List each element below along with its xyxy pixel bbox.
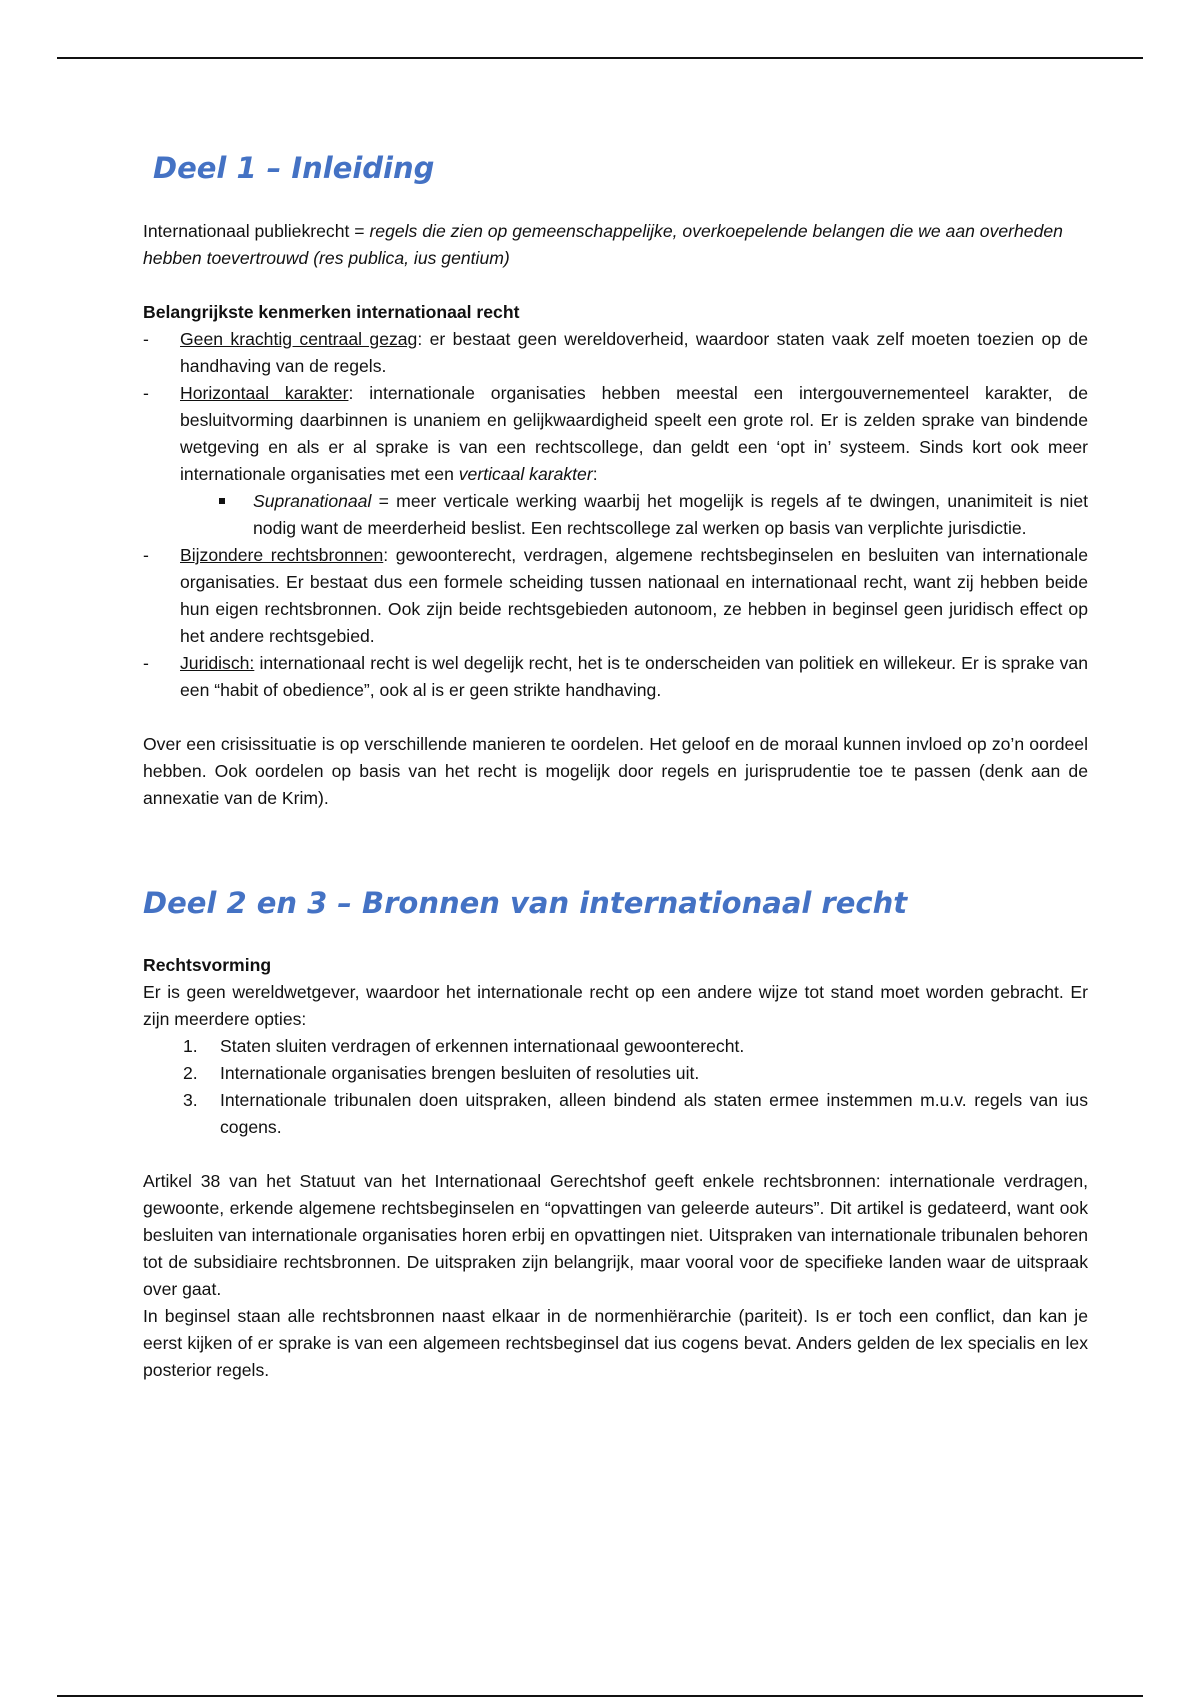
kenmerken-list — [143, 326, 1088, 704]
sub-item-term: Supranationaal — [253, 491, 372, 511]
item-term: Geen krachtig centraal gezag — [180, 329, 418, 349]
options-list — [143, 1033, 1088, 1141]
item-number: 2. — [183, 1063, 198, 1083]
item-separator: : — [348, 383, 354, 403]
beginsel-paragraph: In beginsel staan alle rechtsbronnen naast elkaar in de normenhiërarchie (pariteit). Is er toch een conflict, dan kan je eerst kijken of er sprake is van een algemeen rechtsbeginsel dat ius cogens bevat. Anders gelden de lex specialis en lex posterior regels. — [143, 1306, 1088, 1380]
artikel-38-paragraph: Artikel 38 van het Statuut van het Internationaal Gerechtshof geeft enkele rechtsbronnen: internationale verdragen, gewoonte, erkende algemene rechtsbeginselen en “opvattingen van geleerde auteurs”. Dit artikel is gedateerd, want ook besluiten van internationale organisaties horen erbij en opvattingen niet. Uitspraken van internationale tribunalen behoren tot de subsidiaire rechtsbronnen. De uitspraken zijn belangrijk, maar vooral voor de specifieke landen waar de uitspraak over gaat. — [143, 1171, 1088, 1299]
intro-term: Internationaal publiekrecht = — [143, 221, 370, 241]
sub-list — [180, 488, 1088, 542]
sub-item-text: = meer verticale werking waarbij het mogelijk is regels af te dwingen, unanimiteit is niet nodig want de meerderheid beslist. Een rechtscollege zal werken op basis van verplichte jurisdictie. — [253, 491, 1088, 538]
item-text: er bestaat geen wereldoverheid, waardoor staten vaak zelf moeten toezien op de handhaving van de regels. — [180, 329, 1088, 376]
item-term: Horizontaal karakter — [180, 383, 349, 403]
item-separator: : — [417, 329, 423, 349]
item-text: Staten sluiten verdragen of erkennen internationaal gewoonterecht. — [220, 1036, 745, 1056]
list-item — [143, 380, 1088, 542]
item-text: gewoonterecht, verdragen, algemene rechtsbeginselen en besluiten van internationale organisaties. Er bestaat dus een formele scheiding tussen nationaal en internationaal recht, want zij hebben beide hun eigen rechtsbronnen. Ook zijn beide rechtsgebieden autonoom, ze hebben in beginsel geen juridisch effect op het andere rechtsgebied. — [180, 545, 1088, 646]
rechtsvorming-paragraph: Er is geen wereldwetgever, waardoor het internationale recht op een andere wijze tot stand moet worden gebracht. Er zijn meerdere opties: — [143, 982, 1088, 1029]
item-text: Internationale tribunalen doen uitspraken, alleen bindend als staten ermee instemmen m.u.v. regels van ius cogens. — [220, 1090, 1088, 1137]
section-title-deel-2: Deel 2 en 3 – Bronnen van internationaal recht — [143, 886, 908, 920]
list-item — [143, 326, 1088, 380]
item-italic: verticaal karakter — [458, 464, 593, 484]
rechtsvorming-heading: Rechtsvorming — [143, 955, 272, 975]
list-item — [143, 1060, 1088, 1087]
item-term: Juridisch: — [180, 653, 255, 673]
item-separator: : — [383, 545, 389, 565]
item-number: 3. — [183, 1090, 198, 1110]
list-item — [143, 542, 1088, 650]
item-text: Internationale organisaties brengen besluiten of resoluties uit. — [220, 1063, 700, 1083]
section-title-deel-1: Deel 1 – Inleiding — [153, 151, 435, 185]
intro-paragraph — [143, 218, 1088, 272]
item-number: 1. — [183, 1036, 198, 1056]
item-text-end: : — [592, 464, 598, 484]
list-item — [143, 1087, 1088, 1141]
crisis-paragraph: Over een crisissituatie is op verschillende manieren te oordelen. Het geloof en de moraal kunnen invloed op zo’n oordeel hebben. Ook oordelen op basis van het recht is mogelijk door regels en jurisprudentie toe te passen (denk aan de annexatie van de Krim). — [143, 734, 1088, 808]
item-term: Bijzondere rechtsbronnen — [180, 545, 384, 565]
list-item — [143, 1033, 1088, 1060]
kenmerken-heading: Belangrijkste kenmerken internationaal recht — [143, 302, 520, 322]
item-text: internationale organisaties hebben meestal een intergouvernementeel karakter, de besluitvorming daarbinnen is unaniem en gelijkwaardigheid speelt een grote rol. Er is zelden sprake van bindende wetgeving en als er al sprake is van een rechtscollege, dan geldt een ‘opt in’ systeem. Sinds kort ook meer internationale organisaties met een — [180, 383, 1088, 484]
footer-rule — [57, 1695, 1143, 1697]
intro-definition: regels die zien op gemeenschappelijke, overkoepelende belangen die we aan overheden hebben toevertrouwd (res publica, ius gentium) — [143, 221, 1063, 268]
document-body — [143, 150, 1088, 1384]
header-rule — [57, 57, 1143, 59]
sub-list-item — [253, 488, 1088, 542]
list-item — [143, 650, 1088, 704]
item-text: internationaal recht is wel degelijk recht, het is te onderscheiden van politiek en willekeur. Er is sprake van een “habit of obedience”, ook al is er geen strikte handhaving. — [180, 653, 1088, 700]
